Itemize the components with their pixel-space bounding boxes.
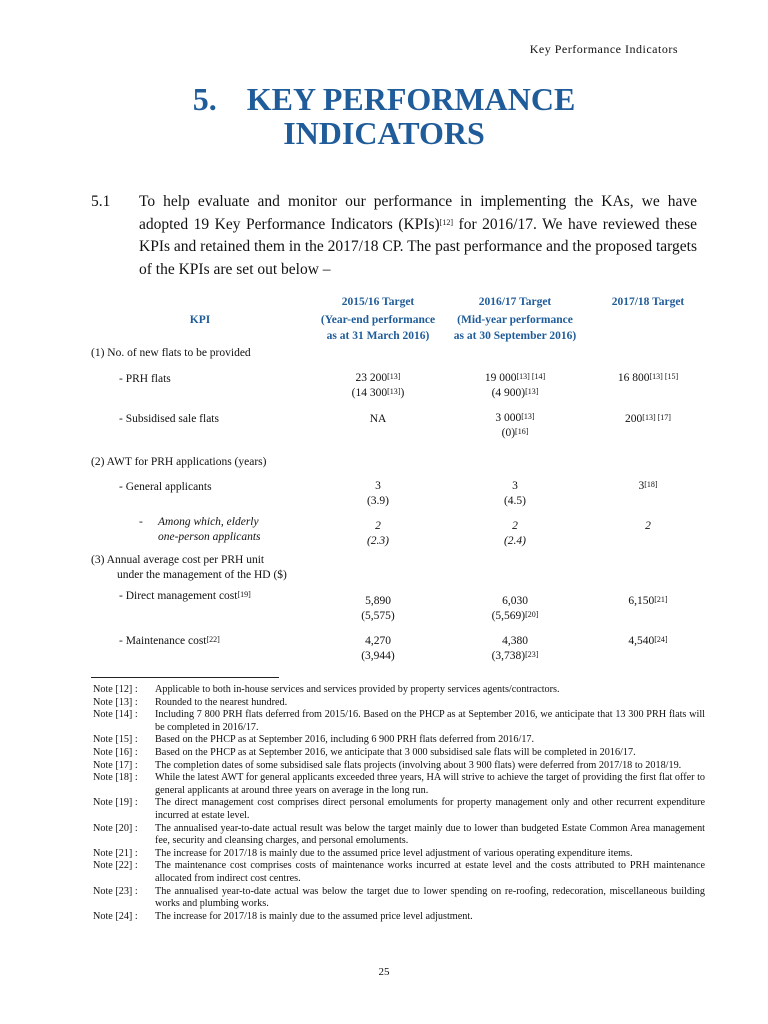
section-2-label: (2) AWT for PRH applications (years) xyxy=(91,456,267,468)
elderly-2017-target: 2 xyxy=(645,520,651,532)
kpi-header: KPI xyxy=(189,314,211,326)
col2-header: 2016/17 Target xyxy=(478,296,552,308)
footnote-text: Applicable to both in-house services and services provided by property services agents/contractors. xyxy=(155,684,560,695)
paragraph-text xyxy=(139,191,697,281)
dmc-2016-target: 6,030 xyxy=(502,595,528,607)
general-2016-actual: (4.5) xyxy=(503,495,527,507)
section-title-line2: INDICATORS xyxy=(283,115,485,151)
footnote-key: Note [22] : xyxy=(93,860,138,872)
paragraph-footnote-ref: [12] xyxy=(439,217,453,227)
elderly-label-2: one-person applicants xyxy=(158,531,261,543)
footnote-key: Note [23] : xyxy=(93,885,138,897)
maintenance-cost-label: - Maintenance cost[22] xyxy=(119,635,220,647)
dmc-2016-actual: (5,569)[20] xyxy=(491,610,539,622)
footnote-key: Note [19] : xyxy=(93,797,138,809)
prh-flats-2015-actual: (14 300[13]) xyxy=(351,387,405,399)
paragraph-text-b: for 2016/17. We have reviewed these KPIs and retained them in the 2017/18 CP. The past performance and the proposed targets of the KPIs are set out below – xyxy=(139,215,697,278)
footnote-item xyxy=(93,797,705,822)
footnote-text: The increase for 2017/18 is mainly due to the assumed price level adjustment of various operating expenditure items. xyxy=(155,847,633,859)
footnote-key: Note [15] : xyxy=(93,734,138,746)
footnote-text: The annualised year-to-date actual was below the target due to lower spending on re-roofing, redecoration, miscellaneous building works and plumbing works. xyxy=(155,885,705,910)
footnote-text: The increase for 2017/18 is mainly due to the assumed price level adjustment. xyxy=(155,910,473,922)
dmc-2017-target: 6,150[21] xyxy=(628,595,668,607)
footnote-key: Note [13] : xyxy=(93,696,138,708)
section-title-line1 xyxy=(0,80,768,118)
general-applicants-label: - General applicants xyxy=(119,481,212,493)
prh-flats-2015-target: 23 200[13] xyxy=(355,372,401,384)
general-2016-target: 3 xyxy=(512,480,518,492)
footnote-item xyxy=(93,697,705,710)
footnote-item xyxy=(93,772,705,797)
ssf-2016-target: 3 000[13] xyxy=(495,412,535,424)
running-header: Key Performance Indicators xyxy=(529,42,678,56)
prh-flats-label: - PRH flats xyxy=(119,373,171,385)
footnotes xyxy=(93,684,705,923)
general-2017-target: 3[18] xyxy=(638,480,658,492)
section-title-text1: KEY PERFORMANCE xyxy=(246,81,576,117)
mc-2017-target: 4,540[24] xyxy=(628,635,668,647)
intro-paragraph xyxy=(91,191,697,281)
footnote-key: Note [16] : xyxy=(93,746,138,758)
col1-subheader-2: as at 31 March 2016) xyxy=(326,330,430,342)
elderly-label-1: Among which, elderly xyxy=(158,516,259,528)
col2-subheader-2: as at 30 September 2016) xyxy=(453,330,577,342)
footnote-text: Rounded to the nearest hundred. xyxy=(155,696,288,708)
footnote-item xyxy=(93,760,705,773)
mc-2016-target: 4,380 xyxy=(502,635,528,647)
footnote-text: The annualised year-to-date actual result was below the target mainly due to lower than budgeted Estate Common Area management fee, security and cleansing charges, and personal emoluments. xyxy=(155,822,705,847)
ssf-label: - Subsidised sale flats xyxy=(119,413,219,425)
footnote-text: The completion dates of some subsidised sale flats projects (involving about 3 900 flats) were deferred from 2017/18 to 2018/19. xyxy=(155,759,682,771)
direct-management-cost-label: - Direct management cost[19] xyxy=(119,590,251,602)
ssf-2017-target: 200[13] [17] xyxy=(625,413,671,425)
footnote-key: Note [21] : xyxy=(93,847,138,859)
footnote-text: The direct management cost comprises direct personal emoluments for property management only and other recurrent expenditure incurred at estate level. xyxy=(155,797,705,821)
footnote-item xyxy=(93,823,705,848)
section-3-label-1: (3) Annual average cost per PRH unit xyxy=(91,554,265,566)
col3-header: 2017/18 Target xyxy=(611,296,685,308)
col2-subheader-1: (Mid-year performance xyxy=(457,314,573,326)
general-2015-target: 3 xyxy=(375,480,381,492)
prh-flats-2016-target: 19 000[13] [14] xyxy=(484,372,546,384)
ssf-2016-actual: (0)[16] xyxy=(501,427,529,439)
footnote-key: Note [17] : xyxy=(93,759,138,771)
footnote-item xyxy=(93,709,705,734)
footnote-item xyxy=(93,860,705,885)
col1-subheader-1: (Year-end performance xyxy=(320,314,436,326)
general-2015-actual: (3.9) xyxy=(366,495,390,507)
section-3-label-2: under the management of the HD ($) xyxy=(117,569,287,581)
mc-2015-target: 4,270 xyxy=(365,635,391,647)
footnote-text: While the latest AWT for general applicants exceeded three years, HA will strive to achieve the target of providing the first flat offer to general applicants at around three years on average in the long run. xyxy=(155,772,705,796)
elderly-dash: - xyxy=(139,516,143,528)
ssf-2015-target: NA xyxy=(369,413,387,425)
mc-2016-actual: (3,738)[23] xyxy=(491,650,539,662)
section-1-label: (1) No. of new flats to be provided xyxy=(91,347,251,359)
footnote-item xyxy=(93,684,705,697)
footnote-text: Based on the PHCP as at September 2016, including 6 900 PRH flats deferred from 2016/17. xyxy=(155,734,535,746)
footnote-key: Note [14] : xyxy=(93,709,138,721)
paragraph-number: 5.1 xyxy=(91,193,111,210)
elderly-2015-target: 2 xyxy=(375,520,381,532)
prh-flats-2016-actual: (4 900)[13] xyxy=(491,387,539,399)
elderly-2016-actual: (2.4) xyxy=(503,535,527,547)
footnote-text: Including 7 800 PRH flats deferred from 2015/16. Based on the PHCP as at September 2016, we anticipate that 13 300 PRH flats will be completed in 2016/17. xyxy=(155,709,705,733)
paragraph-text-a: To help evaluate and monitor our performance in implementing the KAs, we have adopted 19 Key Performance Indicators (KPIs) xyxy=(139,193,697,233)
elderly-2016-target: 2 xyxy=(512,520,518,532)
footnote-item xyxy=(93,747,705,760)
footnote-key: Note [18] : xyxy=(93,772,138,784)
footnote-item xyxy=(93,734,705,747)
footnote-key: Note [24] : xyxy=(93,910,138,922)
footnote-text: The maintenance cost comprises costs of maintenance works incurred at estate level and the costs attributed to PRH maintenance allocated from indirect cost centres. xyxy=(155,860,705,884)
col1-header: 2015/16 Target xyxy=(341,296,415,308)
footnote-item xyxy=(93,848,705,861)
mc-2015-actual: (3,944) xyxy=(361,650,395,662)
dmc-2015-actual: (5,575) xyxy=(361,610,395,622)
section-number: 5. xyxy=(192,81,217,117)
footnote-divider xyxy=(91,677,279,678)
prh-flats-2017-target: 16 800[13] [15] xyxy=(617,372,679,384)
elderly-2015-actual: (2.3) xyxy=(366,535,390,547)
dmc-2015-target: 5,890 xyxy=(365,595,391,607)
footnote-item xyxy=(93,886,705,911)
footnote-item xyxy=(93,911,705,924)
page-number: 25 xyxy=(378,966,390,978)
footnote-key: Note [12] : xyxy=(93,684,138,695)
footnote-key: Note [20] : xyxy=(93,822,138,834)
footnote-text: Based on the PHCP as at September 2016, we anticipate that 3 000 subsidised sale flats will be completed in 2016/17. xyxy=(155,746,636,758)
